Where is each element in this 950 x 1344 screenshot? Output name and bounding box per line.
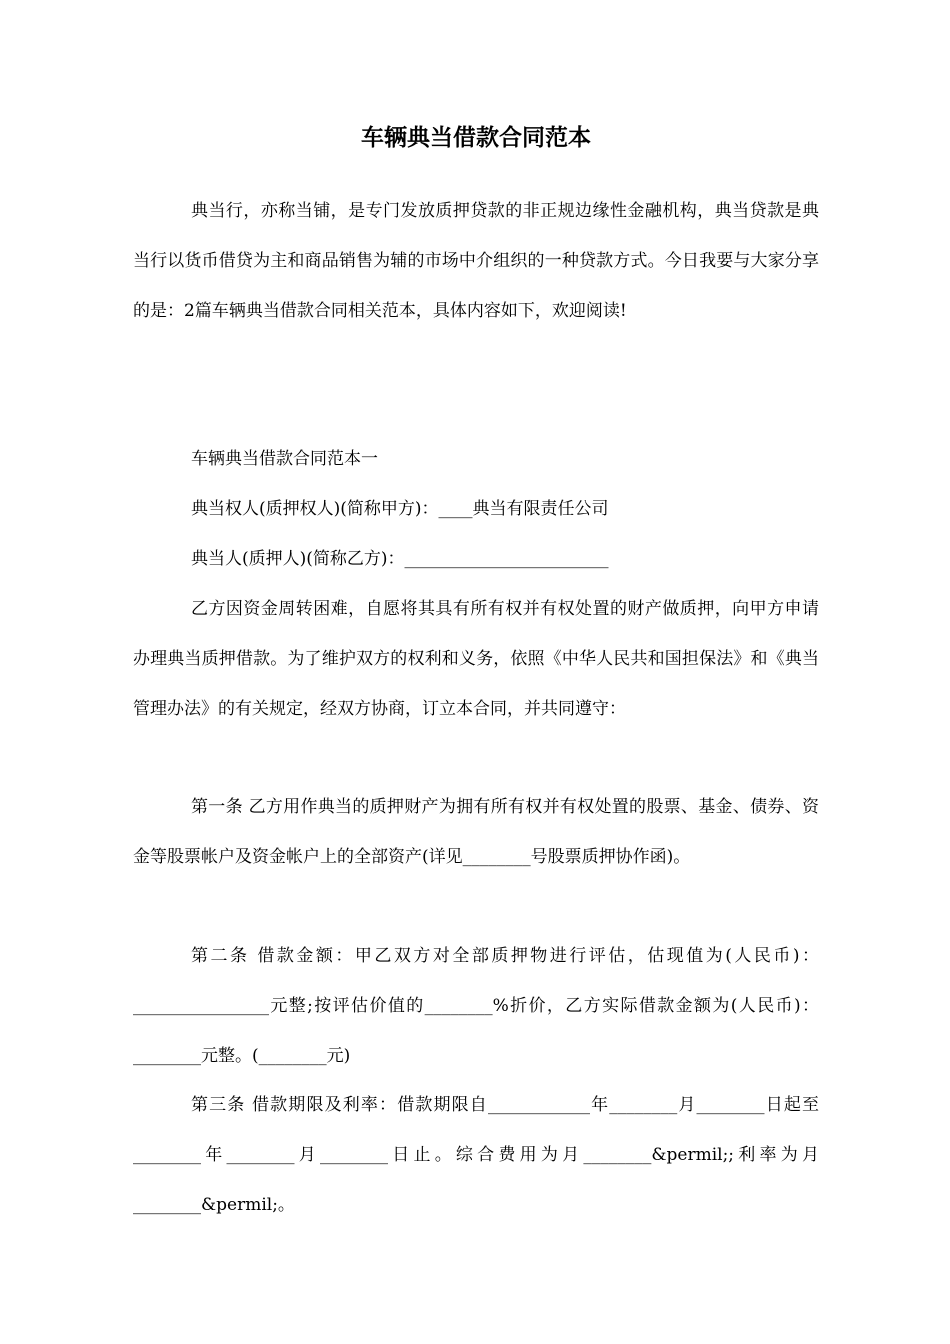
pawnbroker-line: 典当权人(质押权人)(简称甲方)：____典当有限责任公司 [191, 499, 609, 519]
document-title: 车辆典当借款合同范本 [361, 125, 591, 151]
pawner-line: 典当人(质押人)(简称乙方)：________________________ [191, 549, 609, 569]
intro-paragraph: 典当行，亦称当铺，是专门发放质押贷款的非正规边缘性金融机构，典当贷款是典当行以货币借贷为主和商品销售为辅的市场中介组织的一种贷款方式。今日我要与大家分享的是：2篇车辆典当借款合同相关范本，具体内容如下，欢迎阅读! [133, 201, 819, 321]
section-heading: 车辆典当借款合同范本一 [191, 449, 378, 469]
preamble-paragraph: 乙方因资金周转困难，自愿将其具有所有权并有权处置的财产做质押，向甲方申请办理典当质押借款。为了维护双方的权利和义务，依照《中华人民共和国担保法》和《典当管理办法》的有关规定，经双方协商，订立本合同，并共同遵守： [133, 599, 819, 719]
article-1: 第一条 乙方用作典当的质押财产为拥有所有权并有权处置的股票、基金、债券、资金等股票帐户及资金帐户上的全部资产(详见________号股票质押协作函)。 [133, 797, 819, 867]
article-3: 第三条 借款期限及利率：借款期限自____________年________月________日起至________年________月________日止。综合费用为月________&permil;;利率为月________&permil;。 [133, 1095, 819, 1215]
article-2: 第二条 借款金额：甲乙双方对全部质押物进行评估，估现值为(人民币)：________________元整;按评估价值的________%折价，乙方实际借款金额为(人民币)：________元整。(________元) [133, 946, 819, 1066]
